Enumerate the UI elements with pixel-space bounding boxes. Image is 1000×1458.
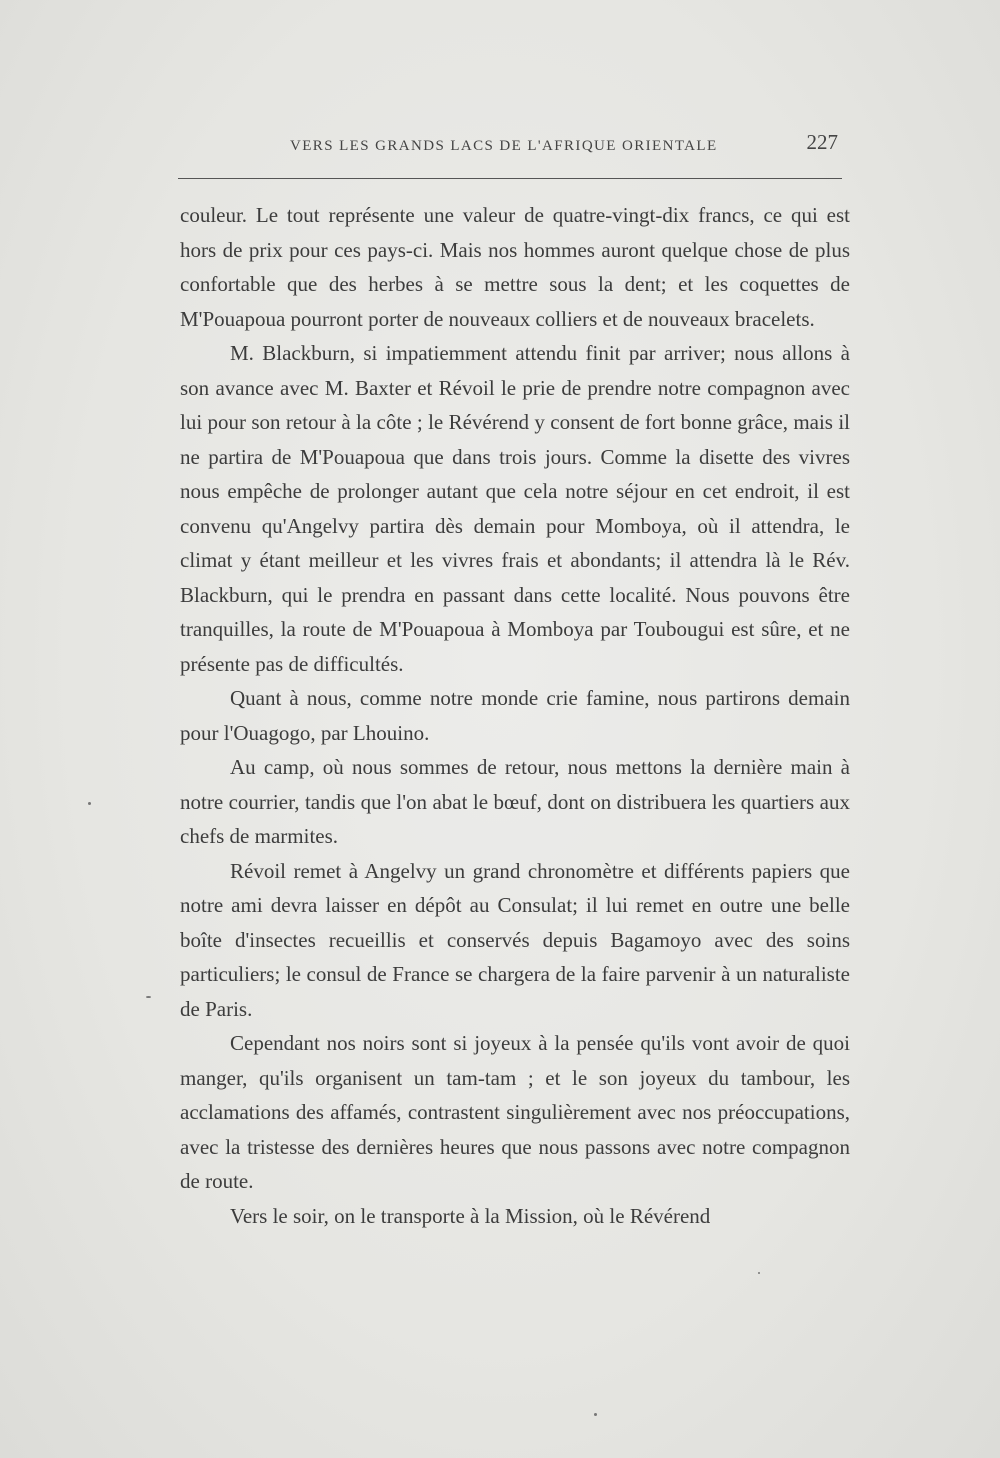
header-rule [178, 178, 842, 179]
paper-speck [146, 996, 151, 998]
paper-speck [758, 1272, 760, 1274]
paragraph: couleur. Le tout représente une valeur de quatre-vingt-dix francs, ce qui est hors de prix pour ces pays-ci. Mais nos hommes auront quelque chose de plus confortable que des herbes à se mettre sous la dent; et les coquettes de M'Pouapoua pourront porter de nouveaux colliers et de nouveaux bracelets. [180, 203, 850, 331]
running-head [178, 128, 842, 158]
paragraph: M. Blackburn, si impatiemment attendu finit par arriver; nous allons à son avance avec M. Baxter et Révoil le prie de prendre notre compagnon avec lui pour son retour à la côte ; le Révérend y consent de fort bonne grâce, mais il ne partira de M'Pouapoua que dans trois jours. Comme la disette des vivres nous empêche de prolonger autant que cela notre séjour en cet endroit, il est convenu qu'Angelvy partira dès demain pour Momboya, où il attendra, le climat y étant meilleur et les vivres frais et abondants; il attendra là le Rév. Blackburn, qui le prendra en passant dans cette localité. Nous pouvons être tranquilles, la route de M'Pouapoua à Momboya par Toubougui est sûre, et ne présente pas de difficultés. [180, 341, 850, 676]
page-number: 227 [806, 130, 838, 154]
paragraph: Vers le soir, on le transporte à la Mission, où le Révérend [230, 1203, 711, 1228]
paragraph: Au camp, où nous sommes de retour, nous mettons la dernière main à notre courrier, tandis que l'on abat le bœuf, dont on distribuera les quartiers aux chefs de marmites. [180, 755, 850, 848]
paper-speck [88, 802, 91, 805]
paragraph: Révoil remet à Angelvy un grand chronomètre et différents papiers que notre ami devra laisser en dépôt au Consulat; il lui remet en outre une belle boîte d'insectes recueillis et conservés depuis Bagamoyo avec des soins particuliers; le consul de France se chargera de la faire parvenir à un naturaliste de Paris. [180, 858, 850, 1021]
paragraph: Quant à nous, comme notre monde crie famine, nous partirons demain pour l'Ouagogo, par Lhouino. [180, 686, 850, 745]
running-title: VERS LES GRANDS LACS DE L'AFRIQUE ORIENTALE [290, 138, 718, 154]
paper-speck [594, 1413, 597, 1416]
body-text [180, 198, 850, 1233]
paragraph: Cependant nos noirs sont si joyeux à la pensée qu'ils vont avoir de quoi manger, qu'ils organisent un tam-tam ; et le son joyeux du tambour, les acclamations des affamés, contrastent singulièrement avec nos préoccupations, avec la tristesse des dernières heures que nous passons avec notre compagnon de route. [180, 1031, 850, 1193]
